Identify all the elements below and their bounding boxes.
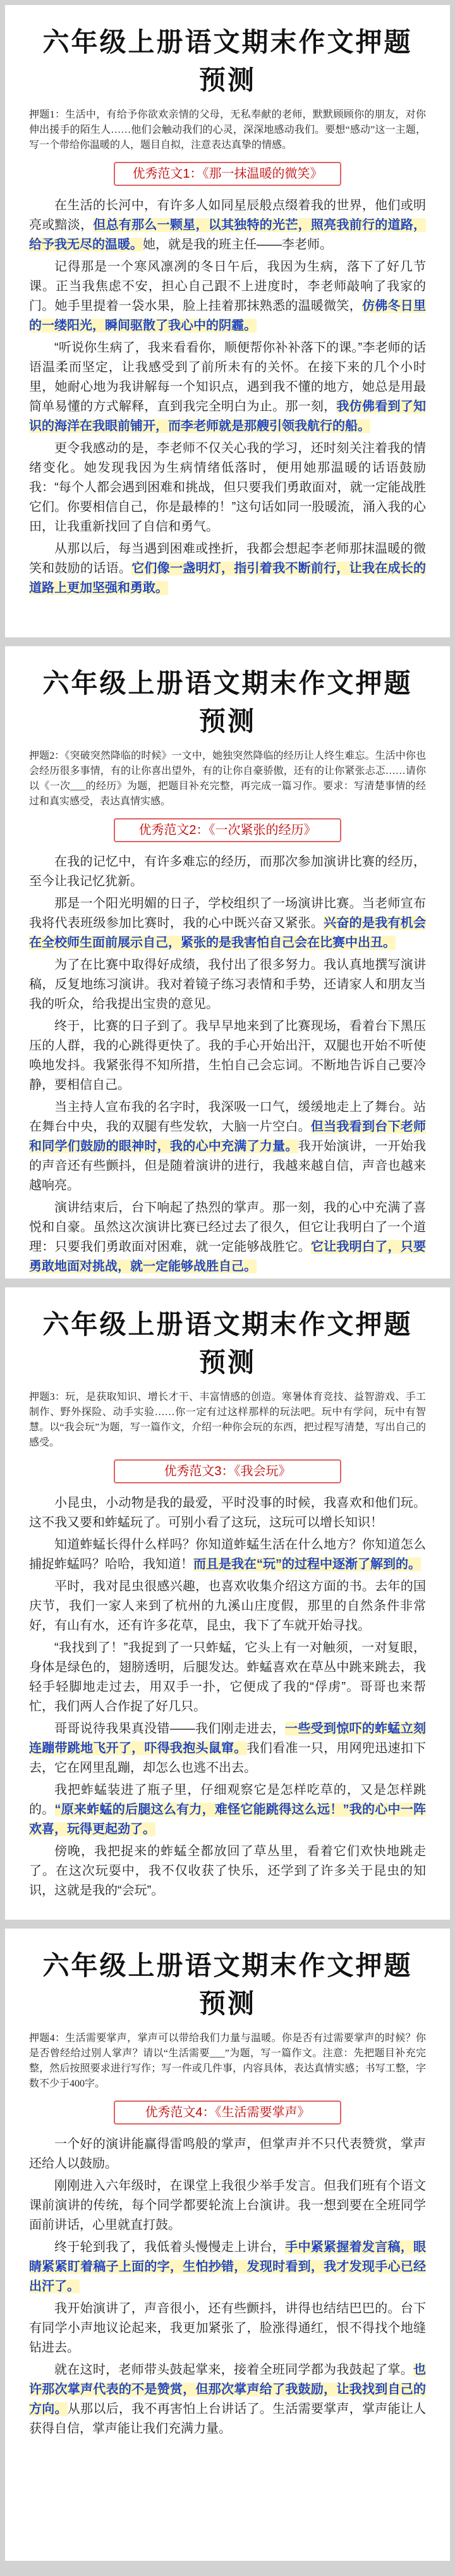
essay-paragraph xyxy=(29,1535,426,1574)
essay-prompt: 押题1：生活中，有给予你欲欢亲情的父母，无私奉献的老师，默默顾顾你的朋友，对你伸出援手的陌生人……他们会触动我们的心灵，深深地感动我们。要想“感动”这一主题，写一个带给你温暖的人，题目自拟，注意表达真挚的情感。 xyxy=(29,109,426,150)
paragraph-text: 更令我感动的是，李老师不仅关心我的学习，还时刻关注着我的情绪变化。她发现我因为生病情绪低落时，便用她那温暖的话语鼓励我：“每个人都会遇到困难和挑战，但只要我们勇敢面对，就一定能战胜它们。你要相信自己，你是最棒的！”这句话如同一股暖流，涌入我的心田，让我重新找回了自信和勇气。 xyxy=(29,441,426,534)
paragraph-text: 我开始演讲了，声音很小，还有些颤抖，讲得也结结巴巴的。台下有同学小声地议论起来，我更加紧张了，脸涨得通红，恨不得找个地缝钻进去。 xyxy=(29,2302,426,2355)
paragraph-text: 在我的记忆中，有许多难忘的经历，而那次参加演讲比赛的经历，至今让我记忆犹新。 xyxy=(29,855,426,888)
essay-paragraph xyxy=(29,1493,426,1533)
essay-paragraph xyxy=(29,257,426,336)
highlighted-sentence: 但总有那么一颗星，以其独特的光芒，照亮我前行的道路，给予我无尽的温暖。 xyxy=(29,218,427,252)
paragraph-text: 一个好的演讲能赢得雷鸣般的掌声，但掌声并不只代表赞赏，掌声还给人以鼓励。 xyxy=(29,2137,426,2171)
essay-paragraph xyxy=(29,439,426,537)
paragraph-text: 小昆虫，小动物是我的最爱，平时没事的时候，我喜欢和他们玩。这不我又要和蚱蜢玩了。可别小看了这玩，这玩可以增长知识！ xyxy=(29,1496,426,1530)
section-title: 六年级上册语文期末作文押题预测 xyxy=(42,1309,413,1377)
essay-paragraph xyxy=(29,2299,426,2358)
paragraph-text: “听说你生病了，我来看看你，顺便帮你补补落下的课。”李老师的话语温柔而坚定，让我感受到了前所未有的关怀。在接下来的几个小时里，她耐心地为我讲解每一个知识点，遇到我不懂的地方，她总是用最简单易懂的方式解释，直到我完全明白为止。那一刻， xyxy=(29,341,426,414)
paragraph-text: “我找到了！”我捉到了一只蚱蜢，它头上有一对触须，一对复眼，身体是绿色的，翅膀透明，后腿发达。蚱蜢喜欢在草丛中跳来跳去，我轻手轻脚地走过去，用双手一扑，它便成了我的“俘虏”。哥哥也来帮忙，我们两人合作捉了好几只。 xyxy=(29,1641,426,1714)
sample-essay-banner: 优秀范文1：《那一抹温暖的微笑》 xyxy=(114,162,341,186)
paragraph-text: 记得那是一个寒风凛冽的冬日午后，我因为生病，落下了好几节课。正当我焦虑不安，担心自己跟不上进度时，李老师敲响了我家的门。她手里提着一袋水果，脸上挂着那抹熟悉的温暖微笑， xyxy=(29,260,426,313)
essay-paragraph xyxy=(29,2238,426,2297)
highlighted-sentence: 它们像一盏明灯，指引着我不断前行，让我在成长的道路上更加坚强和勇敢。 xyxy=(29,561,427,595)
essay-paragraph xyxy=(29,1781,426,1839)
paragraph-text: 当主持人宣布我的名字时，我深吸一口气，缓缓地走上了舞台。站在舞台中央，我的双腿有些发软，大脑一片空白。 xyxy=(29,1100,426,1134)
highlighted-sentence: 它让我明白了，只要勇敢地面对挑战，就一定能够战胜自己。 xyxy=(29,1240,427,1273)
paragraph-text: 终于，比赛的日子到了。我早早地来到了比赛现场，看着台下黑压压的人群，我的心跳得更快了。我的手心开始出汗，双腿也开始不听使唤地发抖。我紧张得不知所措，生怕自己会忘词。不断地告诉自己要冷静，要相信自己。 xyxy=(29,1019,426,1092)
essay-prompt: 押题4：生活需要掌声，掌声可以带给我们力量与温暖。你是否有过需要掌声的时候？你是否曾经给过别人掌声？请以“生活需要___”为题，写一篇作文。注意：先把题目补充完整，然后按照要求进行写作；写一件或几件事，内容具体，表达真情实感；书写工整，字数不少于400字。 xyxy=(29,2033,426,2089)
highlighted-sentence: 也许那次掌声代表的不是赞赏，但那次掌声给了我鼓励，让我找到自己的方向。 xyxy=(29,2363,426,2416)
essay-section xyxy=(5,1929,450,2561)
essay-paragraph xyxy=(29,539,426,598)
essay-paragraph xyxy=(29,1017,426,1095)
paragraph-text: 从那以后，我不再害怕上台讲话了。生活需要掌声，掌声能让人获得自信，掌声能让我们充满力量。 xyxy=(29,2402,427,2436)
highlighted-sentence: 手中紧紧握着发言稿，眼睛紧紧盯着稿子上面的字，生怕抄错，发现时看到，我才发现手心已经出汗了。 xyxy=(29,2240,427,2293)
section-title: 六年级上册语文期末作文押题预测 xyxy=(42,1951,413,2018)
essay-paragraph xyxy=(29,1719,426,1778)
paragraph-text: 为了在比赛中取得好成绩，我付出了很多努力。我认真地撰写演讲稿，反复地练习演讲。我对着镜子练习表情和手势，还请家人和朋友当我的听众，给我提出宝贵的意见。 xyxy=(29,958,426,1011)
paragraph-text: 终于轮到我了，我低着头慢慢走上讲台， xyxy=(54,2240,286,2254)
essay-paragraph xyxy=(29,1198,426,1277)
paragraph-text: 那是一个阳光明媚的日子，学校组织了一场演讲比赛。当老师宣布我将代表班级参加比赛时，我的心中既兴奋又紧张。 xyxy=(29,897,426,930)
paragraph-text: 演讲结束后，台下响起了热烈的掌声。那一刻，我的心中充满了喜悦和自豪。虽然这次演讲比赛已经过去了很久，但它让我明白了一个道理：只要我们勇敢面对困难，就一定能够战胜它。 xyxy=(29,1201,426,1254)
paragraph-text: 我们看准一只，用网兜迅速扣下去，它在网里乱蹦，却怎么也逃不出去。 xyxy=(29,1741,427,1775)
paragraph-text: 知道蚱蜢长得什么样吗？你知道蚱蜢生活在什么地方？你知道怎么捕捉蚱蜢吗？哈哈，我知道！ xyxy=(29,1538,426,1571)
section-title: 六年级上册语文期末作文押题预测 xyxy=(42,27,413,95)
essay-section xyxy=(5,1287,450,1920)
highlighted-sentence: 我仿佛看到了知识的海洋在我眼前铺开，而李老师就是那艘引领我航行的船。 xyxy=(29,400,427,433)
highlighted-sentence: 仿佛冬日里的一缕阳光，瞬间驱散了我心中的阴霾。 xyxy=(29,299,427,333)
highlighted-sentence: 兴奋的是我有机会在全校师生面前展示自己，紧张的是我害怕自己会在比赛中出丑。 xyxy=(29,916,427,950)
essay-paragraph xyxy=(29,2360,426,2439)
paragraph-text: 就在这时，老师带头鼓起掌来，接着全班同学都为我鼓起了掌。 xyxy=(54,2363,413,2377)
essay-paragraph xyxy=(29,955,426,1014)
highlighted-sentence: 但当我看到台下老师和同学们鼓励的眼神时，我的心中充满了力量。 xyxy=(29,1120,427,1153)
paragraph-text: 在生活的长河中，有许多人如同星辰般点缀着我的世界，他们或明亮或黯淡， xyxy=(29,199,426,232)
essay-paragraph xyxy=(29,196,426,255)
essay-section xyxy=(5,646,450,1279)
essay-paragraph xyxy=(29,1842,426,1901)
essay-paragraph xyxy=(29,338,426,436)
sample-essay-banner: 优秀范文4：《生活需要掌声》 xyxy=(114,2101,341,2125)
highlighted-sentence: 而且是我在“玩”的过程中逐渐了解到的。 xyxy=(193,1557,421,1571)
paragraph-text: 我开始演讲，一开始我的声音还有些颤抖，但是随着演讲的进行，我越来越自信，声音也越来越响亮。 xyxy=(29,1139,427,1193)
essay-paragraph xyxy=(29,2176,426,2235)
essay-paragraph xyxy=(29,1577,426,1636)
paragraph-text: 刚刚进入六年级时，在课堂上我很少举手发言。但我们班有个语文课前演讲的传统，每个同学都要轮流上台演讲。我一想到要在全班同学面前讲话，心里就直打鼓。 xyxy=(29,2179,426,2232)
essay-prompt: 押题3：玩，是获取知识、增长才干、丰富情感的创造。寒暑体育竞技、益智游戏、手工制作、野外探险、动手实验……你一定有过这样那样的玩法吧。玩中有学问，玩中有智慧。以“我会玩”为题，写一篇作文，介绍一种你会玩的东西，把过程写清楚，写出自己的感受。 xyxy=(29,1392,426,1448)
highlighted-sentence: “原来蚱蜢的后腿这么有力，难怪它能跳得这么远！”我的心中一阵欢喜，玩得更起劲了。 xyxy=(29,1803,427,1836)
essay-section xyxy=(5,5,450,637)
highlighted-sentence: 一些受到惊吓的蚱蜢立刻连蹦带跳地飞开了，吓得我抱头鼠窜。 xyxy=(29,1722,427,1755)
essay-paragraph xyxy=(29,2135,426,2174)
paragraph-text: 哥哥说待我果真没错——我们刚走进去， xyxy=(54,1722,286,1736)
essay-paragraph xyxy=(29,852,426,892)
sample-essay-banner: 优秀范文2：《一次紧张的经历》 xyxy=(114,818,341,842)
essay-paragraph xyxy=(29,1638,426,1717)
section-title: 六年级上册语文期末作文押题预测 xyxy=(42,668,413,736)
essay-paragraph xyxy=(29,894,426,953)
sample-essay-banner: 优秀范文3：《我会玩》 xyxy=(114,1459,341,1483)
essay-prompt: 押题2：《突破突然降临的时候》一文中，她独突然降临的经历让人终生难忘。生活中你也会经历很多事情，有的让你喜出望外，有的让你自豪骄傲，还有的让你紧张忐忑……请你以《一次___的经历》为题，把题目补充完整，再完成一篇习作。要求：写清楚事情的经过和真实感受，表达真情实感。 xyxy=(29,751,426,807)
paragraph-text: 平时，我对昆虫很感兴趣，也喜欢收集介绍这方面的书。去年的国庆节，我们一家人来到了杭州的九溪山庄度假，那里的自然条件非常好，有山有水，还有许多花草，昆虫，我下了车就开始寻找。 xyxy=(29,1579,426,1633)
paragraph-text: 从那以后，每当遇到困难或挫折，我都会想起李老师那抹温暖的微笑和鼓励的话语。 xyxy=(29,542,426,575)
paragraph-text: 我把蚱蜢装进了瓶子里，仔细观察它是怎样吃草的，又是怎样跳的。 xyxy=(29,1783,426,1817)
essay-paragraph xyxy=(29,1098,426,1196)
paragraph-text: 傍晚，我把捉来的蚱蜢全都放回了草丛里，看着它们欢快地跳走了。在这次玩耍中，我不仅收获了快乐，还学到了许多关于昆虫的知识，这就是我的“会玩”。 xyxy=(29,1844,426,1898)
paragraph-text: 她，就是我的班主任——李老师。 xyxy=(143,238,332,252)
